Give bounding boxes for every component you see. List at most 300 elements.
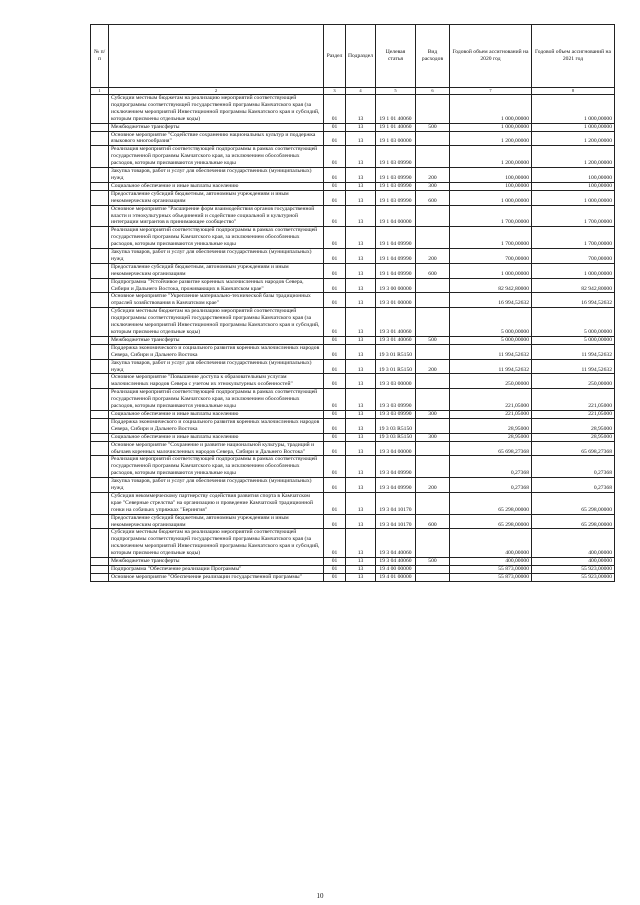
- row-amount-2021: 1 000,00000: [532, 95, 615, 124]
- row-vr: [416, 293, 450, 308]
- row-vr: [416, 418, 450, 433]
- row-name: Подпрограмма "Обеспечение реализации Программы": [109, 566, 324, 574]
- row-csr: 19 3 04 40060: [376, 529, 416, 558]
- row-amount-2021: 221,05000: [532, 389, 615, 411]
- row-podrazdel: 13: [346, 308, 376, 337]
- table-row: [91, 168, 615, 183]
- row-vr: [416, 308, 450, 337]
- row-podrazdel: 13: [346, 227, 376, 249]
- row-csr: 19 1 03 09990: [376, 182, 416, 190]
- row-amount-2021: 5 000,00000: [532, 336, 615, 344]
- row-amount-2020: 100,00000: [450, 182, 532, 190]
- row-number: [91, 123, 109, 131]
- table-row: [91, 573, 615, 581]
- row-number: [91, 478, 109, 493]
- header-csr: Целевая статья: [376, 25, 416, 88]
- row-amount-2021: 82 942,80000: [532, 278, 615, 293]
- table-row: [91, 293, 615, 308]
- table-row: [91, 456, 615, 478]
- row-podrazdel: 13: [346, 441, 376, 456]
- row-vr: [416, 492, 450, 514]
- column-index: 4: [346, 88, 376, 95]
- table-row: [91, 308, 615, 337]
- row-amount-2020: 1 700,00000: [450, 205, 532, 227]
- row-name: Субсидии местным бюджетам на реализацию мероприятий соответствующей подпрограммы соответствующей государственной программы Камчатского края (за исключением мероприятий Инвестиционной программы Камчатского края и субсидий, которым присвоены отдельные коды): [109, 308, 324, 337]
- row-number: [91, 293, 109, 308]
- row-amount-2021: 250,00000: [532, 374, 615, 389]
- row-podrazdel: 13: [346, 389, 376, 411]
- row-csr: 19 3 03 R5150: [376, 433, 416, 441]
- table-row: [91, 227, 615, 249]
- row-amount-2021: 5 000,00000: [532, 308, 615, 337]
- row-name: Межбюджетные трансферты: [109, 336, 324, 344]
- table-row: [91, 566, 615, 574]
- row-vr: [416, 566, 450, 574]
- row-amount-2021: 1 000,00000: [532, 190, 615, 205]
- row-razdel: 01: [324, 278, 346, 293]
- row-amount-2021: 55 923,00000: [532, 566, 615, 574]
- row-name: Основное мероприятие "Сохранение и развитие национальной культуры, традиций и обычаев коренных малочисленных народов Севера, Сибири и Дальнего Востока": [109, 441, 324, 456]
- row-vr: 600: [416, 263, 450, 278]
- column-index: 2: [109, 88, 324, 95]
- row-razdel: 01: [324, 410, 346, 418]
- row-amount-2020: 28,95000: [450, 433, 532, 441]
- row-vr: 200: [416, 168, 450, 183]
- budget-table-sheet: [90, 24, 614, 582]
- row-number: [91, 336, 109, 344]
- row-razdel: 01: [324, 344, 346, 359]
- row-amount-2021: 1 000,00000: [532, 123, 615, 131]
- row-podrazdel: 13: [346, 514, 376, 529]
- row-amount-2020: 55 873,00000: [450, 566, 532, 574]
- row-csr: 19 1 04 09990: [376, 263, 416, 278]
- row-amount-2021: 400,00000: [532, 558, 615, 566]
- row-csr: 19 3 01 40060: [376, 308, 416, 337]
- row-podrazdel: 13: [346, 344, 376, 359]
- row-csr: 19 3 04 09990: [376, 456, 416, 478]
- row-number: [91, 95, 109, 124]
- row-amount-2021: 221,05000: [532, 410, 615, 418]
- row-razdel: 01: [324, 227, 346, 249]
- row-podrazdel: 13: [346, 573, 376, 581]
- row-vr: [416, 456, 450, 478]
- row-amount-2020: 1 000,00000: [450, 263, 532, 278]
- row-number: [91, 131, 109, 146]
- row-podrazdel: 13: [346, 478, 376, 493]
- header-2020: Годовой объем ассигнований на 2020 год: [450, 25, 532, 88]
- row-razdel: 01: [324, 146, 346, 168]
- header-2021: Годовой объем ассигнований на 2021 год: [532, 25, 615, 88]
- row-razdel: 01: [324, 492, 346, 514]
- row-name: Предоставление субсидий бюджетным, автономным учреждениям и иным некоммерческим организациям: [109, 514, 324, 529]
- row-amount-2020: 11 994,52632: [450, 359, 532, 374]
- row-amount-2021: 0,27368: [532, 456, 615, 478]
- row-vr: [416, 278, 450, 293]
- row-podrazdel: 13: [346, 456, 376, 478]
- row-number: [91, 492, 109, 514]
- row-vr: [416, 573, 450, 581]
- row-name: Реализация мероприятий соответствующей подпрограммы в рамках соответствующей государственной программы Камчатского края, за исключением обособленных расходов, которым присваиваются уникальные коды: [109, 227, 324, 249]
- row-amount-2020: 5 000,00000: [450, 336, 532, 344]
- column-index-row: [91, 88, 615, 95]
- row-number: [91, 529, 109, 558]
- row-name: Основное мероприятие "Повышение доступа к образовательным услугам малочисленных народов Севера с учетом их этнокультурных особенностей": [109, 374, 324, 389]
- row-razdel: 01: [324, 573, 346, 581]
- row-razdel: 01: [324, 374, 346, 389]
- row-vr: 300: [416, 410, 450, 418]
- row-name: Основное мероприятие "Расширение форм взаимодействия органов государственной власти и этнокультурных объединений и содействие социальной и культурной интеграции мигрантов в принимающее сообщество": [109, 205, 324, 227]
- table-row: [91, 410, 615, 418]
- table-row: [91, 182, 615, 190]
- row-amount-2020: 1 000,00000: [450, 95, 532, 124]
- row-amount-2020: 1 700,00000: [450, 227, 532, 249]
- row-vr: 500: [416, 336, 450, 344]
- row-razdel: 01: [324, 263, 346, 278]
- row-amount-2021: 55 923,00000: [532, 573, 615, 581]
- row-csr: 19 3 01 00000: [376, 293, 416, 308]
- row-amount-2020: 65 298,00000: [450, 492, 532, 514]
- row-amount-2021: 11 994,52632: [532, 344, 615, 359]
- row-amount-2021: 65 298,00000: [532, 514, 615, 529]
- table-row: [91, 359, 615, 374]
- row-number: [91, 168, 109, 183]
- row-name: Поддержка экономического и социального развития коренных малочисленных народов Севера, Сибири и Дальнего Востока: [109, 418, 324, 433]
- row-razdel: 01: [324, 123, 346, 131]
- row-name: Закупка товаров, работ и услуг для обеспечения государственных (муниципальных) нужд: [109, 478, 324, 493]
- row-razdel: 01: [324, 441, 346, 456]
- row-number: [91, 263, 109, 278]
- row-amount-2021: 1 200,00000: [532, 131, 615, 146]
- header-row: [91, 25, 615, 88]
- row-number: [91, 190, 109, 205]
- row-vr: 200: [416, 478, 450, 493]
- header-podrazdel: Подраздел: [346, 25, 376, 88]
- row-number: [91, 573, 109, 581]
- row-amount-2021: 16 994,52632: [532, 293, 615, 308]
- row-podrazdel: 13: [346, 433, 376, 441]
- row-csr: 19 3 03 R5150: [376, 418, 416, 433]
- row-name: Предоставление субсидий бюджетным, автономным учреждениям и иным некоммерческим организациям: [109, 263, 324, 278]
- table-row: [91, 205, 615, 227]
- row-csr: 19 1 03 09990: [376, 168, 416, 183]
- row-amount-2020: 1 000,00000: [450, 123, 532, 131]
- row-csr: 19 1 04 09990: [376, 227, 416, 249]
- row-amount-2020: 65 698,27368: [450, 441, 532, 456]
- row-name: Реализация мероприятий соответствующей подпрограммы в рамках соответствующей государственной программы Камчатского края, за исключением обособленных расходов, которым присваиваются уникальные коды: [109, 389, 324, 411]
- row-vr: [416, 131, 450, 146]
- header-num: № п/п: [91, 25, 109, 88]
- row-razdel: 01: [324, 529, 346, 558]
- table-row: [91, 146, 615, 168]
- row-amount-2020: 1 200,00000: [450, 146, 532, 168]
- header-name: [109, 25, 324, 88]
- row-number: [91, 410, 109, 418]
- row-vr: [416, 441, 450, 456]
- row-csr: 19 1 01 40060: [376, 95, 416, 124]
- row-number: [91, 374, 109, 389]
- row-razdel: 01: [324, 95, 346, 124]
- row-number: [91, 344, 109, 359]
- row-podrazdel: 13: [346, 263, 376, 278]
- row-amount-2021: 65 698,27368: [532, 441, 615, 456]
- table-row: [91, 249, 615, 264]
- row-amount-2021: 11 994,52632: [532, 359, 615, 374]
- row-name: Поддержка экономического и социального развития коренных малочисленных народов Севера, Сибири и Дальнего Востока: [109, 344, 324, 359]
- row-amount-2020: 221,05000: [450, 389, 532, 411]
- row-name: Реализация мероприятий соответствующей подпрограммы в рамках соответствующей государственной программы Камчатского края, за исключением обособленных расходов, которым присваиваются уникальные коды: [109, 146, 324, 168]
- row-podrazdel: 13: [346, 293, 376, 308]
- row-name: Закупка товаров, работ и услуг для обеспечения государственных (муниципальных) нужд: [109, 359, 324, 374]
- row-name: Социальное обеспечение и иные выплаты населению: [109, 410, 324, 418]
- row-vr: [416, 374, 450, 389]
- table-row: [91, 389, 615, 411]
- row-csr: 19 3 03 00000: [376, 374, 416, 389]
- table-row: [91, 374, 615, 389]
- row-name: Социальное обеспечение и иные выплаты населению: [109, 433, 324, 441]
- row-name: Подпрограмма "Устойчивое развитие коренных малочисленных народов Севера, Сибири и Дальнего Востока, проживающих в Камчатском крае": [109, 278, 324, 293]
- row-podrazdel: 13: [346, 558, 376, 566]
- column-index: 6: [416, 88, 450, 95]
- row-amount-2020: 16 994,52632: [450, 293, 532, 308]
- row-vr: [416, 227, 450, 249]
- column-index: 1: [91, 88, 109, 95]
- row-amount-2020: 5 000,00000: [450, 308, 532, 337]
- row-amount-2020: 250,00000: [450, 374, 532, 389]
- row-razdel: 01: [324, 359, 346, 374]
- row-podrazdel: 13: [346, 492, 376, 514]
- row-amount-2020: 100,00000: [450, 168, 532, 183]
- row-number: [91, 249, 109, 264]
- row-vr: [416, 529, 450, 558]
- row-amount-2020: 28,95000: [450, 418, 532, 433]
- row-csr: 19 3 04 10170: [376, 514, 416, 529]
- table-row: [91, 478, 615, 493]
- row-vr: 500: [416, 123, 450, 131]
- row-name: Основное мероприятие "Укрепление материально-технической базы традиционных отраслей хозяйствования в Камчатском крае": [109, 293, 324, 308]
- table-row: [91, 190, 615, 205]
- row-number: [91, 566, 109, 574]
- row-podrazdel: 13: [346, 205, 376, 227]
- row-podrazdel: 13: [346, 190, 376, 205]
- row-amount-2020: 0,27368: [450, 478, 532, 493]
- row-amount-2020: 400,00000: [450, 529, 532, 558]
- row-vr: [416, 389, 450, 411]
- row-amount-2020: 700,00000: [450, 249, 532, 264]
- row-csr: 19 4 00 00000: [376, 566, 416, 574]
- row-razdel: 01: [324, 433, 346, 441]
- row-number: [91, 456, 109, 478]
- row-amount-2020: 11 994,52632: [450, 344, 532, 359]
- row-number: [91, 558, 109, 566]
- row-number: [91, 433, 109, 441]
- row-vr: 600: [416, 514, 450, 529]
- row-amount-2021: 700,00000: [532, 249, 615, 264]
- row-vr: 500: [416, 558, 450, 566]
- row-name: Субсидия некоммерческому партнерству содействия развития спорта в Камчатском крае "Северные стрелства" на организацию и проведение Камчатской традиционной гонки на собачьих упряжках "Берингия": [109, 492, 324, 514]
- row-amount-2020: 55 873,00000: [450, 573, 532, 581]
- column-index: 3: [324, 88, 346, 95]
- row-podrazdel: 13: [346, 278, 376, 293]
- row-vr: 300: [416, 182, 450, 190]
- row-amount-2021: 0,27368: [532, 478, 615, 493]
- row-name: Субсидии местным бюджетам на реализацию мероприятий соответствующей подпрограммы соответствующей государственной программы Камчатского края (за исключением мероприятий Инвестиционной программы Камчатского края и субсидий, которым присвоены отдельные коды): [109, 529, 324, 558]
- table-row: [91, 514, 615, 529]
- row-amount-2021: 100,00000: [532, 168, 615, 183]
- row-amount-2020: 1 200,00000: [450, 131, 532, 146]
- row-amount-2021: 100,00000: [532, 182, 615, 190]
- row-csr: 19 3 01 40060: [376, 336, 416, 344]
- row-podrazdel: 13: [346, 529, 376, 558]
- row-podrazdel: 13: [346, 359, 376, 374]
- row-vr: 300: [416, 433, 450, 441]
- row-podrazdel: 13: [346, 336, 376, 344]
- row-amount-2020: 82 942,80000: [450, 278, 532, 293]
- row-vr: 200: [416, 249, 450, 264]
- table-row: [91, 344, 615, 359]
- row-podrazdel: 13: [346, 249, 376, 264]
- row-razdel: 01: [324, 514, 346, 529]
- row-number: [91, 146, 109, 168]
- row-amount-2020: 221,05000: [450, 410, 532, 418]
- table-row: [91, 433, 615, 441]
- row-amount-2020: 0,27368: [450, 456, 532, 478]
- row-podrazdel: 13: [346, 131, 376, 146]
- row-vr: 200: [416, 359, 450, 374]
- column-index: 7: [450, 88, 532, 95]
- row-podrazdel: 13: [346, 182, 376, 190]
- row-name: Закупка товаров, работ и услуг для обеспечения государственных (муниципальных) нужд: [109, 249, 324, 264]
- row-name: Закупка товаров, работ и услуг для обеспечения государственных (муниципальных) нужд: [109, 168, 324, 183]
- row-razdel: 01: [324, 293, 346, 308]
- row-csr: 19 3 01 R5150: [376, 359, 416, 374]
- row-vr: [416, 146, 450, 168]
- row-csr: 19 3 01 R5150: [376, 344, 416, 359]
- row-csr: 19 1 01 40060: [376, 123, 416, 131]
- row-razdel: 01: [324, 478, 346, 493]
- row-csr: 19 1 03 00000: [376, 131, 416, 146]
- row-csr: 19 1 03 09990: [376, 146, 416, 168]
- page-number: 10: [316, 892, 324, 900]
- row-number: [91, 182, 109, 190]
- header-razdel: Раздел: [324, 25, 346, 88]
- row-name: Реализация мероприятий соответствующей подпрограммы в рамках соответствующей государственной программы Камчатского края, за исключением обособленных расходов, которым присваиваются уникальные коды: [109, 456, 324, 478]
- row-podrazdel: 13: [346, 95, 376, 124]
- row-number: [91, 205, 109, 227]
- header-vr: Вид расходов: [416, 25, 450, 88]
- row-amount-2021: 28,95000: [532, 418, 615, 433]
- row-name: Предоставление субсидий бюджетным, автономным учреждениям и иным некоммерческим организациям: [109, 190, 324, 205]
- row-csr: 19 4 01 00000: [376, 573, 416, 581]
- row-amount-2021: 65 298,00000: [532, 492, 615, 514]
- row-razdel: 01: [324, 308, 346, 337]
- row-razdel: 01: [324, 168, 346, 183]
- row-name: Социальное обеспечение и иные выплаты населению: [109, 182, 324, 190]
- row-amount-2021: 1 200,00000: [532, 146, 615, 168]
- row-number: [91, 389, 109, 411]
- row-razdel: 01: [324, 190, 346, 205]
- table-row: [91, 336, 615, 344]
- budget-table: [90, 24, 615, 582]
- row-number: [91, 359, 109, 374]
- row-amount-2021: 1 700,00000: [532, 205, 615, 227]
- row-razdel: 01: [324, 249, 346, 264]
- table-row: [91, 95, 615, 124]
- table-row: [91, 492, 615, 514]
- row-name: Основное мероприятие "Содействие сохранению национальных культур и поддержка языкового многообразия": [109, 131, 324, 146]
- row-podrazdel: 13: [346, 418, 376, 433]
- row-name: Основное мероприятие "Обеспечение реализации государственной программы": [109, 573, 324, 581]
- row-razdel: 01: [324, 336, 346, 344]
- table-row: [91, 131, 615, 146]
- row-csr: 19 3 03 09990: [376, 389, 416, 411]
- row-number: [91, 308, 109, 337]
- row-vr: [416, 95, 450, 124]
- table-row: [91, 263, 615, 278]
- row-csr: 19 3 00 00000: [376, 278, 416, 293]
- row-razdel: 01: [324, 566, 346, 574]
- row-csr: 19 3 04 09990: [376, 478, 416, 493]
- row-podrazdel: 13: [346, 566, 376, 574]
- row-csr: 19 3 04 00000: [376, 441, 416, 456]
- row-csr: 19 3 04 10170: [376, 492, 416, 514]
- row-razdel: 01: [324, 131, 346, 146]
- row-name: Межбюджетные трансферты: [109, 123, 324, 131]
- row-amount-2021: 1 000,00000: [532, 263, 615, 278]
- row-number: [91, 514, 109, 529]
- table-row: [91, 278, 615, 293]
- row-number: [91, 418, 109, 433]
- row-razdel: 01: [324, 205, 346, 227]
- row-name: Межбюджетные трансферты: [109, 558, 324, 566]
- row-csr: 19 1 04 00000: [376, 205, 416, 227]
- column-index: 8: [532, 88, 615, 95]
- row-amount-2020: 1 000,00000: [450, 190, 532, 205]
- table-row: [91, 418, 615, 433]
- row-name: Субсидии местным бюджетам на реализацию мероприятий соответствующей подпрограммы соответствующей государственной программы Камчатского края (за исключением мероприятий Инвестиционной программы Камчатского края и субсидий, которым присвоены отдельные коды): [109, 95, 324, 124]
- table-row: [91, 529, 615, 558]
- table-row: [91, 123, 615, 131]
- row-podrazdel: 13: [346, 168, 376, 183]
- row-amount-2021: 1 700,00000: [532, 227, 615, 249]
- row-csr: 19 3 03 09990: [376, 410, 416, 418]
- row-vr: 600: [416, 190, 450, 205]
- row-csr: 19 1 04 09990: [376, 249, 416, 264]
- row-amount-2020: 65 298,00000: [450, 514, 532, 529]
- row-razdel: 01: [324, 456, 346, 478]
- row-csr: 19 3 04 40060: [376, 558, 416, 566]
- row-razdel: 01: [324, 182, 346, 190]
- table-row: [91, 558, 615, 566]
- row-vr: [416, 344, 450, 359]
- row-number: [91, 227, 109, 249]
- row-podrazdel: 13: [346, 410, 376, 418]
- row-razdel: 01: [324, 558, 346, 566]
- row-razdel: 01: [324, 418, 346, 433]
- row-podrazdel: 13: [346, 374, 376, 389]
- row-podrazdel: 13: [346, 146, 376, 168]
- table-row: [91, 441, 615, 456]
- row-razdel: 01: [324, 389, 346, 411]
- row-vr: [416, 205, 450, 227]
- row-csr: 19 1 03 09990: [376, 190, 416, 205]
- row-amount-2021: 28,95000: [532, 433, 615, 441]
- row-podrazdel: 13: [346, 123, 376, 131]
- row-amount-2020: 400,00000: [450, 558, 532, 566]
- row-number: [91, 278, 109, 293]
- column-index: 5: [376, 88, 416, 95]
- row-number: [91, 441, 109, 456]
- row-amount-2021: 400,00000: [532, 529, 615, 558]
